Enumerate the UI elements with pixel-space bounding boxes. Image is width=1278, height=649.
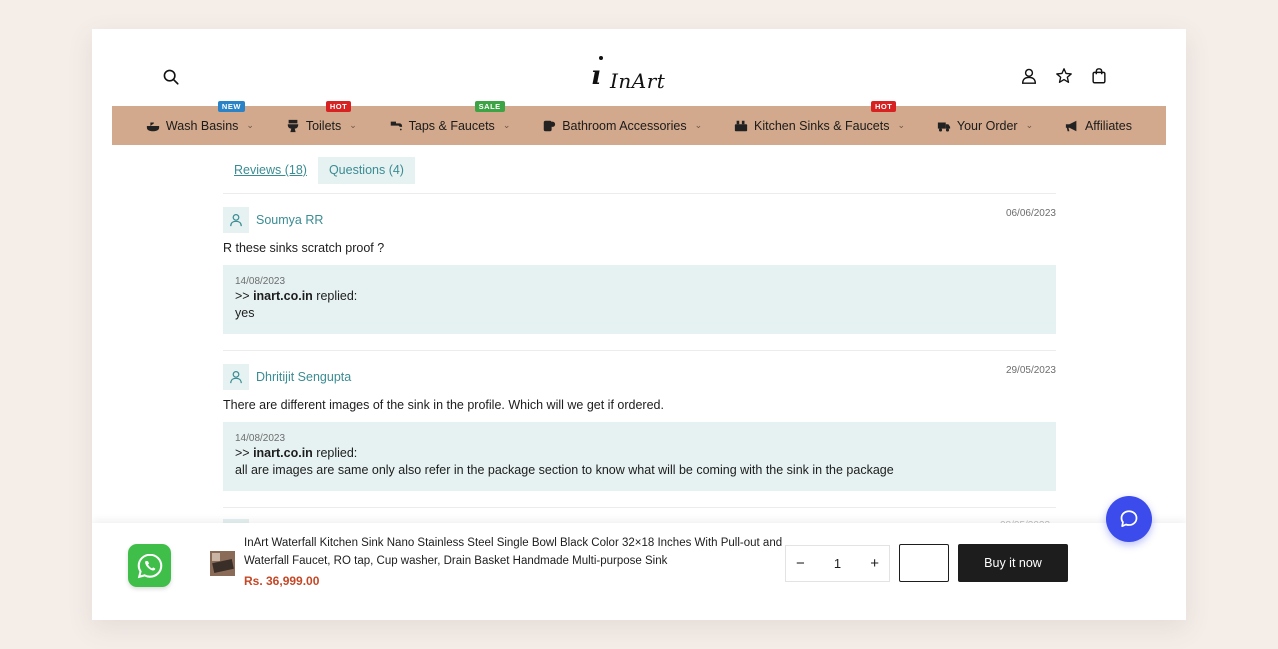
nav-item-label: Your Order <box>956 118 1018 133</box>
sticky-buy-bar <box>92 523 1186 620</box>
reply-verb: replied: <box>312 446 358 460</box>
question-date: 06/06/2023 <box>1005 208 1056 219</box>
chevron-down-icon: ⌄ <box>694 120 703 130</box>
buy-now-button[interactable]: Buy it now <box>958 544 1068 582</box>
nav-item-kitchen-sinks-faucets[interactable] <box>734 101 906 133</box>
account-icon[interactable] <box>1020 67 1038 85</box>
variant-select[interactable] <box>899 544 949 582</box>
nav-item-label: Affiliates <box>1084 118 1132 133</box>
question-date: 29/05/2023 <box>1005 365 1056 376</box>
review-tabs <box>223 157 415 184</box>
whatsapp-icon <box>135 551 165 581</box>
nav-item-label: Bathroom Accessories <box>562 118 687 133</box>
hot-badge: HOT <box>871 101 896 112</box>
new-badge: NEW <box>218 101 245 112</box>
quantity-stepper <box>785 545 890 582</box>
nav-item-taps-faucets[interactable] <box>389 101 511 133</box>
hot-badge: HOT <box>326 101 351 112</box>
product-price: Rs. 36,999.00 <box>244 574 320 588</box>
delivery-truck-icon <box>937 119 951 133</box>
nav-item-bathroom-accessories[interactable] <box>542 119 702 133</box>
nav-item-label: Kitchen Sinks & Faucets <box>753 118 890 133</box>
chevron-down-icon: ⌄ <box>246 120 254 130</box>
quantity-increase-button[interactable]: + <box>870 555 879 572</box>
reply-author: inart.co.in <box>253 446 313 460</box>
tab-reviews[interactable]: Reviews (18) <box>234 163 307 177</box>
reply-prefix: >> <box>235 289 254 303</box>
sale-badge: SALE <box>475 101 505 112</box>
question-item <box>223 206 1056 351</box>
nav-item-toilets[interactable] <box>286 101 357 133</box>
reply-text: all are images are same only also refer in the package section to know what will be coming with the sink in the package <box>235 463 894 477</box>
header-icons <box>1020 67 1108 85</box>
nav-item-your-order[interactable] <box>937 119 1033 133</box>
toilet-paper-icon <box>542 119 556 133</box>
nav-item-wash-basins[interactable] <box>146 101 254 133</box>
nav-item-label: Wash Basins <box>165 118 239 133</box>
logo-mark: ı <box>591 61 601 91</box>
tab-questions[interactable]: Questions (4) <box>318 157 415 184</box>
divider <box>223 193 1056 194</box>
nav-item-label: Taps & Faucets <box>408 118 495 133</box>
avatar <box>223 364 249 390</box>
reply-date: 14/08/2023 <box>235 276 286 287</box>
product-thumbnail <box>210 551 235 576</box>
nav-item-label: Toilets <box>305 118 342 133</box>
main-nav <box>112 101 1166 145</box>
chevron-down-icon: ⌄ <box>349 120 357 130</box>
reply-author-line <box>235 445 1044 462</box>
avatar <box>223 207 249 233</box>
toilet-icon <box>286 119 300 133</box>
page <box>92 29 1186 620</box>
quantity-decrease-button[interactable]: − <box>796 555 805 572</box>
reply-author-line <box>235 288 1044 305</box>
chevron-down-icon: ⌄ <box>502 120 511 130</box>
cart-bag-icon[interactable] <box>1090 67 1108 85</box>
reply-author: inart.co.in <box>253 289 313 303</box>
whatsapp-button[interactable] <box>128 544 171 587</box>
quantity-value[interactable]: 1 <box>833 556 842 571</box>
question-item <box>223 363 1056 508</box>
megaphone-icon <box>1065 119 1079 133</box>
logo-text: InArt <box>610 69 666 93</box>
logo[interactable] <box>588 55 692 93</box>
question-text: There are different images of the sink in the profile. Which will we get if ordered. <box>223 398 664 412</box>
user-icon <box>229 213 243 227</box>
chevron-down-icon: ⌄ <box>897 120 906 130</box>
logo-dot <box>599 56 603 60</box>
questions-list <box>223 206 1056 520</box>
question-text: R these sinks scratch proof ? <box>223 241 385 255</box>
reply-verb: replied: <box>312 289 358 303</box>
wash-basin-icon <box>146 119 160 133</box>
faucet-icon <box>389 119 403 133</box>
question-author: Soumya RR <box>256 212 324 227</box>
question-author: Dhritijit Sengupta <box>256 369 352 384</box>
search-icon[interactable] <box>162 68 180 86</box>
chat-bubble-icon <box>1118 508 1140 530</box>
reply-text: yes <box>235 306 255 320</box>
user-icon <box>229 370 243 384</box>
product-title: InArt Waterfall Kitchen Sink Nano Stainless Steel Single Bowl Black Color 32×18 Inches With Pull-out and Waterfall Faucet, RO tap, Cup washer, Drain Basket Handmade Multi-purpose Sink <box>244 537 783 567</box>
reply-prefix: >> <box>235 446 254 460</box>
nav-item-affiliates[interactable] <box>1065 119 1132 133</box>
kitchen-sink-icon <box>734 119 748 133</box>
wishlist-star-icon[interactable] <box>1055 67 1073 85</box>
chevron-down-icon: ⌄ <box>1025 120 1034 130</box>
chat-button[interactable] <box>1106 496 1152 542</box>
reply-box <box>223 422 1056 491</box>
reply-date: 14/08/2023 <box>235 433 286 444</box>
reply-box <box>223 265 1056 334</box>
